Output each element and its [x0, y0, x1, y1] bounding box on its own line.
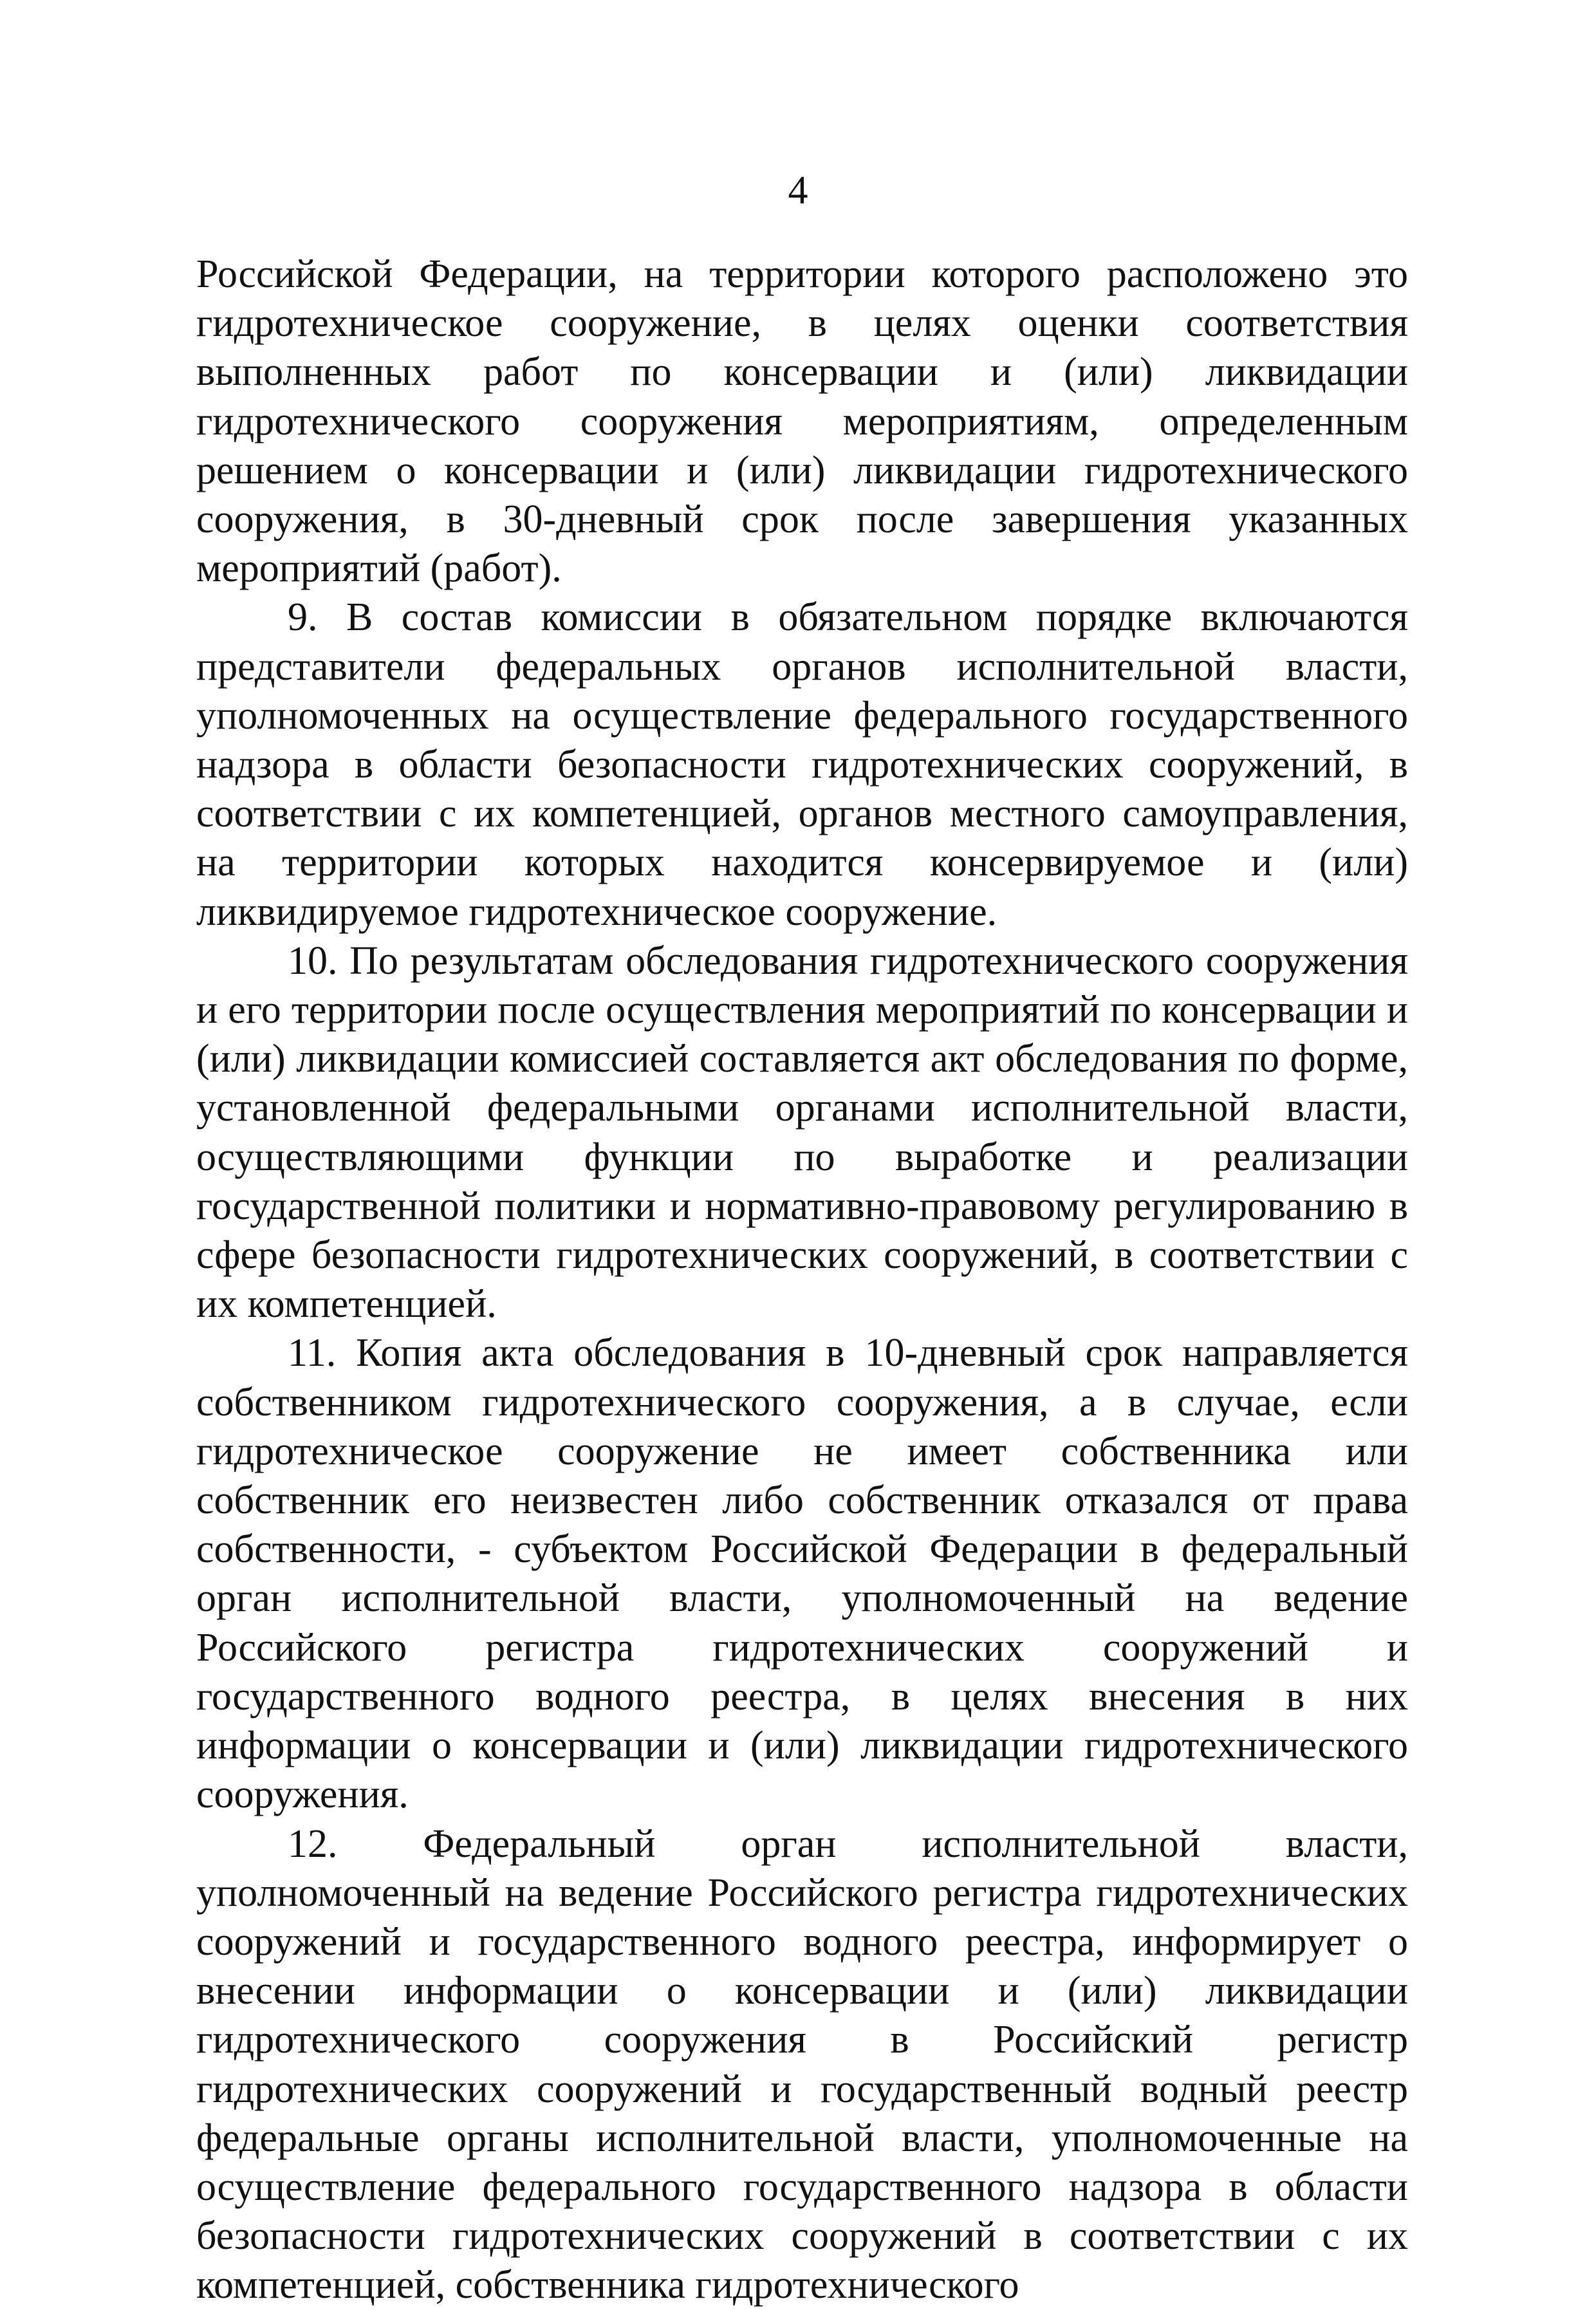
paragraph-item-10: 10. По результатам обследования гидротехнического сооружения и его территории после осуществления мероприятий по консервации и (или) ликвидации комиссией составляется акт обследования по форме, установленной федеральными органами исполнительной власти, осуществляющими функции по выработке и реализации государственной политики и нормативно-правовому регулированию в сфере безопасности гидротехнических сооружений, в соответствии с их компетенцией.: [196, 938, 1408, 1327]
document-body: [196, 250, 1408, 2310]
paragraph-item-12: 12. Федеральный орган исполнительной власти, уполномоченный на ведение Российского регистра гидротехнических сооружений и государственного водного реестра, информирует о внесении информации о консервации и (или) ликвидации гидротехнического сооружения в Российский регистр гидротехнических сооружений и государственный водный реестр федеральные органы исполнительной власти, уполномоченные на осуществление федерального государственного надзора в области безопасности гидротехнических сооружений в соответствии с их компетенцией, собственника гидротехнического: [196, 1821, 1408, 2307]
paragraph-item-9: 9. В состав комиссии в обязательном порядке включаются представители федеральных органов исполнительной власти, уполномоченных на осуществление федерального государственного надзора в области безопасности гидротехнических сооружений, в соответствии с их компетенцией, органов местного самоуправления, на территории которых находится консервируемое и (или) ликвидируемое гидротехническое сооружение.: [196, 595, 1408, 934]
paragraph-item-11: 11. Копия акта обследования в 10-дневный срок направляется собственником гидротехнического сооружения, а в случае, если гидротехническое сооружение не имеет собственника или собственник его неизвестен либо собственник отказался от права собственности, - субъектом Российской Федерации в федеральный орган исполнительной власти, уполномоченный на ведение Российского регистра гидротехнических сооружений и государственного водного реестра, в целях внесения в них информации о консервации и (или) ликвидации гидротехнического сооружения.: [196, 1331, 1408, 1817]
page-number: 4: [788, 169, 808, 212]
paragraph-continuation: Российской Федерации, на территории которого расположено это гидротехническое сооружение, в целях оценки соответствия выполненных работ по консервации и (или) ликвидации гидротехнического сооружения мероприятиям, определенным решением о консервации и (или) ликвидации гидротехнического сооружения, в 30-дневный срок после завершения указанных мероприятий (работ).: [196, 252, 1408, 591]
